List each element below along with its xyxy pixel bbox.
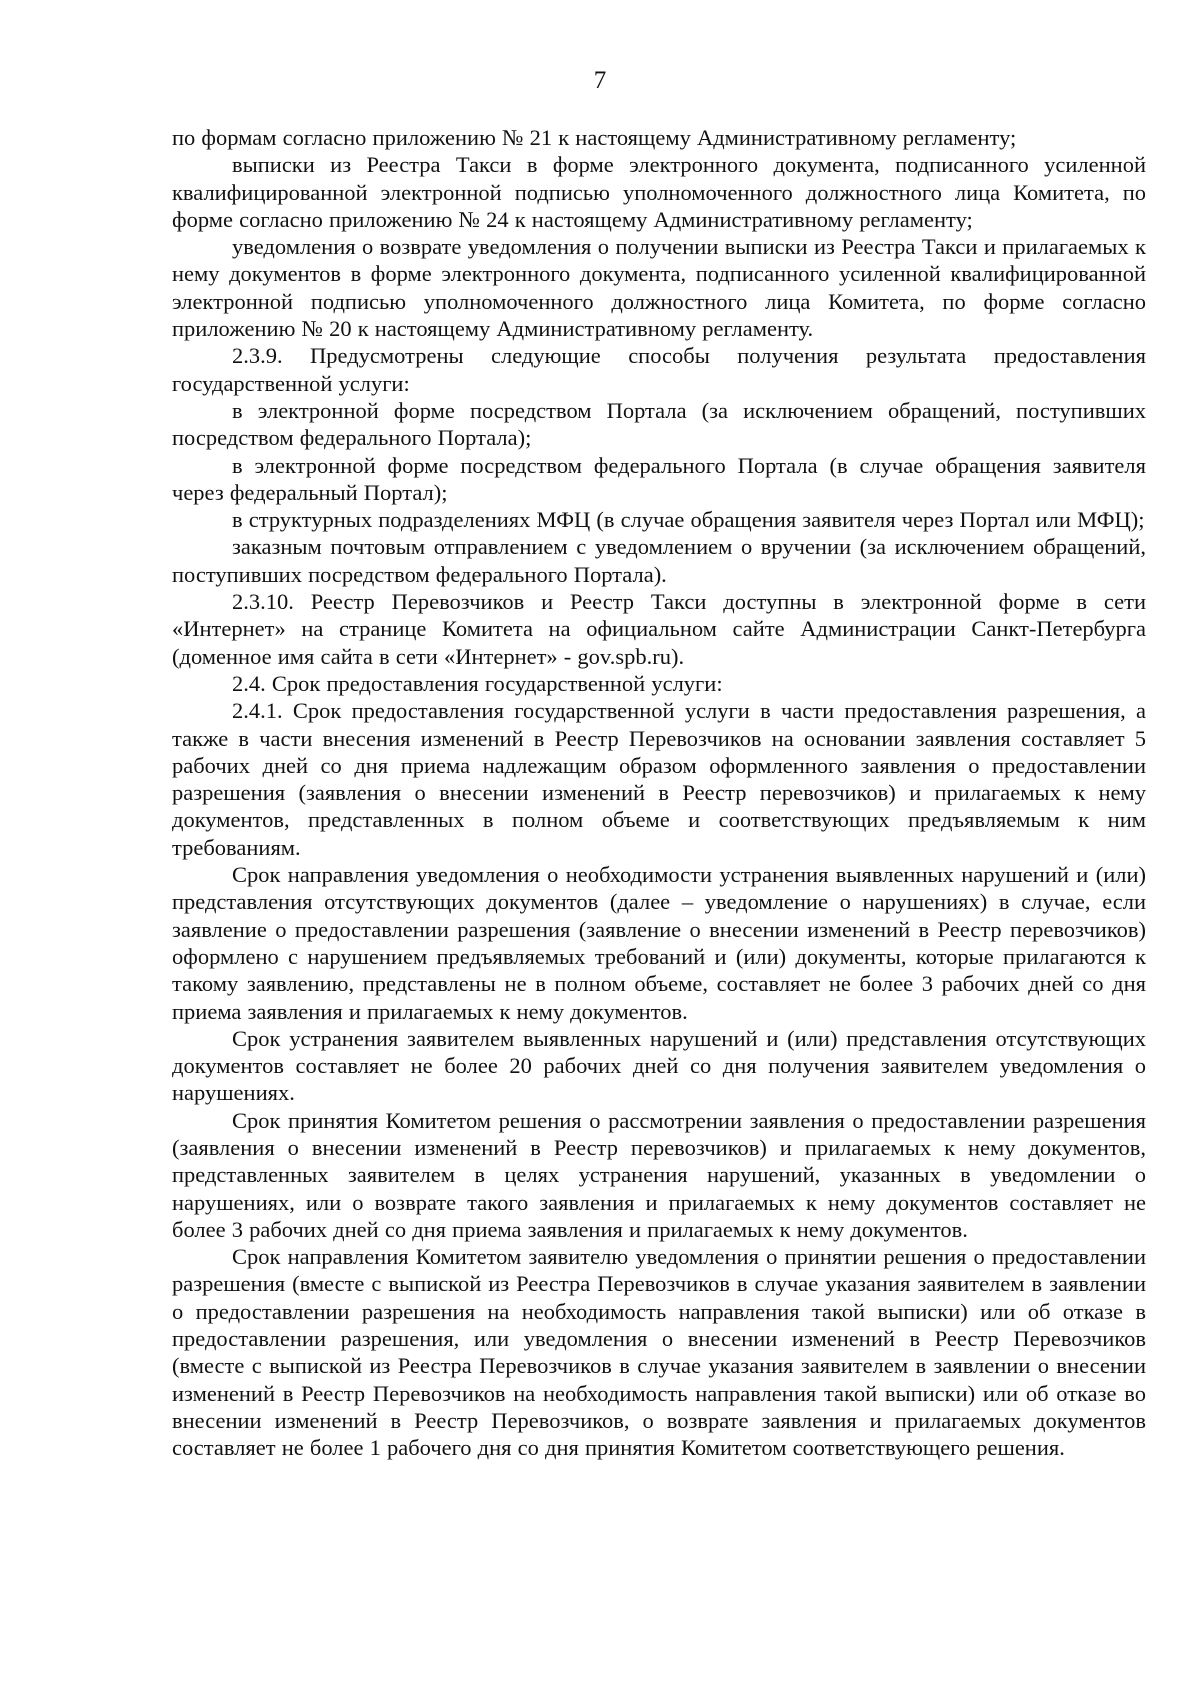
paragraph-2-3-9: 2.3.9. Предусмотрены следующие способы получения результата предоставления государственной услуги: bbox=[172, 343, 1146, 396]
paragraph-return-notice: уведомления о возврате уведомления о получении выписки из Реестра Такси и прилагаемых к нему документов в форме электронного документа, подписанного усиленной квалифицированной электронной подписью уполномоченного должностного лица Комитета, по форме согласно приложению № 20 к настоящему Административному регламенту. bbox=[172, 234, 1146, 342]
paragraph-federal-portal-method: в электронной форме посредством федерального Портала (в случае обращения заявителя через федеральный Портал); bbox=[172, 452, 1146, 505]
paragraph-2-4: 2.4. Срок предоставления государственной услуги: bbox=[232, 670, 723, 696]
page-number: 7 bbox=[593, 67, 607, 94]
paragraph-continuation: по формам согласно приложению № 21 к настоящему Административному регламенту; bbox=[172, 125, 1017, 150]
paragraph-2-3-10: 2.3.10. Реестр Перевозчиков и Реестр Такси доступны в электронной форме в сети «Интернет» на странице Комитета на официальном сайте Администрации Санкт-Петербурга (доменное имя сайта в сети «Интернет» - gov.spb.ru). bbox=[172, 589, 1146, 669]
paragraph-taxi-registry-extract: выписки из Реестра Такси в форме электронного документа, подписанного усиленной квалифицированной электронной подписью уполномоченного должностного лица Комитета, по форме согласно приложению № 24 к настоящему Административному регламенту; bbox=[172, 152, 1146, 232]
paragraph-decision-term: Срок принятия Комитетом решения о рассмотрении заявления о предоставлении разрешения (заявления о внесении изменений в Реестр перевозчиков) и прилагаемых к нему документов, представленных заявителем в целях устранения нарушений, указанных в уведомлении о нарушениях, или о возврате такого заявления и прилагаемых к нему документов составляет не более 3 рабочих дней со дня приема заявления и прилагаемых к нему документов. bbox=[172, 1107, 1146, 1242]
paragraph-correction-term: Срок устранения заявителем выявленных нарушений и (или) представления отсутствующих документов составляет не более 20 рабочих дней со дня получения заявителем уведомления о нарушениях. bbox=[172, 1025, 1146, 1106]
paragraph-portal-method: в электронной форме посредством Портала (за исключением обращений, поступивших посредством федерального Портала); bbox=[172, 397, 1146, 451]
document-body bbox=[172, 124, 1146, 1462]
paragraph-violation-notice-term: Срок направления уведомления о необходимости устранения выявленных нарушений и (или) представления отсутствующих документов (далее – уведомление о нарушениях) в случае, если заявление о предоставлении разрешения (заявление о внесении изменений в Реестр перевозчиков) оформлено с нарушением предъявляемых требований и (или) документы, которые прилагаются к такому заявлению, представлены не в полном объеме, составляет не более 3 рабочих дней со дня приема заявления и прилагаемых к нему документов. bbox=[172, 862, 1146, 1024]
paragraph-postal-method: заказным почтовым отправлением с уведомлением о вручении (за исключением обращений, поступивших посредством федерального Портала). bbox=[172, 534, 1146, 587]
paragraph-2-4-1: 2.4.1. Срок предоставления государственной услуги в части предоставления разрешения, а также в части внесения изменений в Реестр Перевозчиков на основании заявления составляет 5 рабочих дней со дня приема надлежащим образом оформленного заявления о предоставлении разрешения (заявления о внесении изменений в Реестр перевозчиков) и прилагаемых к нему документов, представленных в полном объеме и соответствующих предъявляемым к ним требованиям. bbox=[172, 698, 1146, 860]
paragraph-notification-term: Срок направления Комитетом заявителю уведомления о принятии решения о предоставлении разрешения (вместе с выпиской из Реестра Перевозчиков в случае указания заявителем в заявлении о предоставлении разрешения на необходимость направления такой выписки) или об отказе в предоставлении разрешения, или уведомления о внесении изменений в Реестр Перевозчиков (вместе с выпиской из Реестра Перевозчиков в случае указания заявителем в заявлении о внесении изменений в Реестр Перевозчиков на необходимость направления такой выписки) или об отказе во внесении изменений в Реестр Перевозчиков, о возврате заявления и прилагаемых документов составляет не более 1 рабочего дня со дня принятия Комитетом соответствующего решения. bbox=[172, 1244, 1146, 1461]
paragraph-mfc-method: в структурных подразделениях МФЦ (в случае обращения заявителя через Портал или МФЦ); bbox=[232, 507, 1145, 533]
